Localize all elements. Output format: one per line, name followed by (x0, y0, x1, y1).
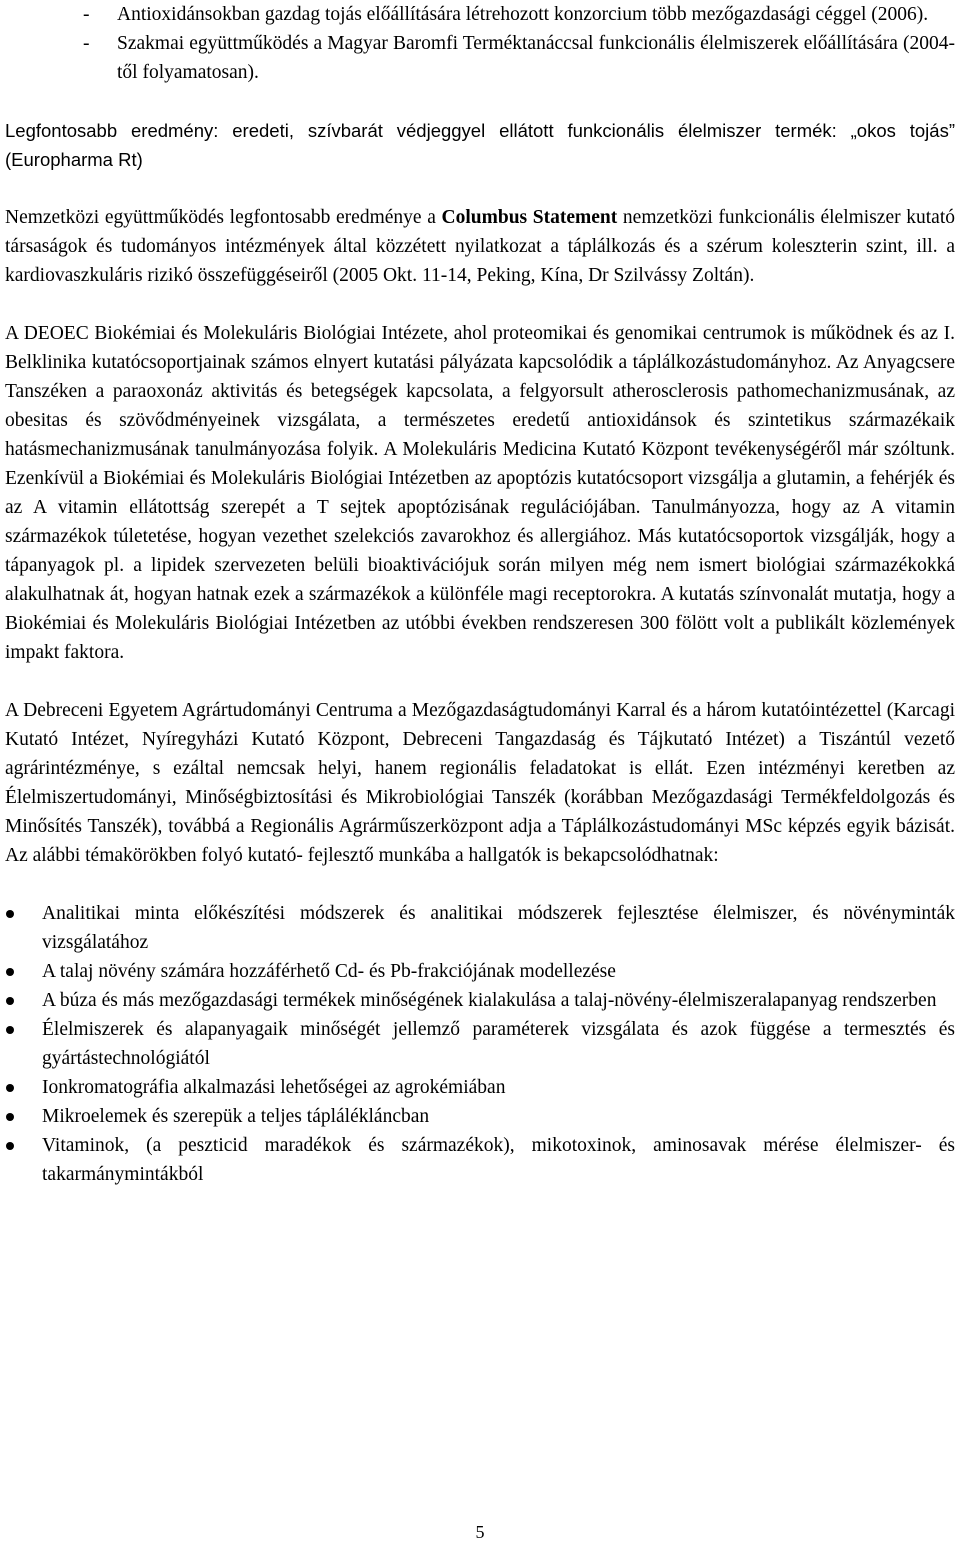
nemzetkozi-text-before: Nemzetközi együttműködés legfontosabb eredménye a (5, 207, 442, 228)
bullet-item (5, 957, 955, 986)
dash-marker: - (83, 33, 90, 54)
debreceni-paragraph: A Debreceni Egyetem Agrártudományi Centruma a Mezőgazdaságtudományi Karral és a három kutatóintézettel (Karcagi Kutató Intézet, Nyíregyházi Kutató Központ, Debreceni Tangazdaság és Tájkutató Intézet) a Tiszántúl vezető agrárintézménye, s ezáltal nemcsak helyi, hanem regionális feladatokat is ellát. Ezen intézményi keretben az Élelmiszertudományi, Minőségbiztosítási és Mikrobiológiai Tanszék (korábban Mezőgazdasági Termékfeldolgozás és Minősítés Tanszék), továbbá a Regionális Agrárműszerközpont adja a Táplálkozástudományi MSc képzés egyik bázisát. Az alábbi témakörökben folyó kutató- fejlesztő munkába a hallgatók is bekapcsolódhatnak: (5, 700, 955, 866)
bullet-text: Analitikai minta előkészítési módszerek és analitikai módszerek fejlesztése élelmiszer, és növényminták vizsgálatához (42, 903, 955, 953)
document-page (5, 0, 955, 1189)
bullet-item (5, 1073, 955, 1102)
list-item-text: Antioxidánsokban gazdag tojás előállítására létrehozott konzorcium több mezőgazdasági céggel (2006). (117, 4, 929, 25)
page-number: 5 (475, 1522, 485, 1542)
bullet-list (5, 899, 955, 1189)
bullet-text: Mikroelemek és szerepük a teljes táplálékláncban (42, 1106, 430, 1127)
bullet-text: Ionkromatográfia alkalmazási lehetőségei az agrokémiában (42, 1077, 506, 1098)
nemzetkozi-text-after: nemzetközi funkcionális élelmiszer kutató társaságok és tudományos intézmények által közzétett nyilatkozat a táplálkozás és a szérum koleszterin szint, ill. a kardiovaszkuláris rizikó összefüggéseiről (2005 Okt. 11-14, Peking, Kína, Dr Szilvássy Zoltán). (5, 207, 955, 286)
dash-marker: - (83, 4, 90, 25)
dash-list (5, 0, 955, 87)
bullet-dot-icon (6, 1084, 14, 1092)
bullet-dot-icon (6, 1113, 14, 1121)
bullet-item (5, 1102, 955, 1131)
bullet-text: A búza és más mezőgazdasági termékek minőségének kialakulása a talaj-növény-élelmiszeralapanyag rendszerben (42, 990, 937, 1011)
bullet-dot-icon (6, 1142, 14, 1150)
list-item (5, 29, 955, 87)
bullet-item (5, 1131, 955, 1189)
bullet-text: Vitaminok, (a peszticid maradékok és származékok), mikotoxinok, aminosavak mérése élelmiszer- és takarmánymintákból (42, 1135, 955, 1185)
deoec-paragraph: A DEOEC Biokémiai és Molekuláris Biológiai Intézete, ahol proteomikai és genomikai centrumok is működnek és az I. Belklinika kutatócsoportjainak számos elnyert kutatási pályázata kapcsolódik a táplálkozástudományhoz. Az Anyagcsere Tanszéken a paraoxonáz aktivitás és betegségek kapcsolata, a felgyorsult atherosclerosis pathomechanizmusának, az obesitas és szövődményeinek vizsgálata, a természetes eredetű antioxidánsok és szintetikus származékaik hatásmechanizmusának tanulmányozása folyik. A Molekuláris Medicina Kutató Központ tevékenységéről már szóltunk. Ezenkívül a Biokémiai és Molekuláris Biológiai Intézetben az apoptózis kutatócsoport vizsgálja a glutamin, a fehérjék és az A vitamin ellátottság szerepét a T sejtek apoptózisának regulációjában. Tanulmányozza, hogy az A vitamin származékok túletetése, hogyan vezethet szelekciós zavarokhoz és allergiához. Más kutatócsoportok vizsgálják, hogy a tápanyagok pl. a lipidek szervezeten belüli bioaktivációjuk során milyen még nem ismert biológiai származékokká alakulhatnak át, hogyan hatnak ezek a származékok a különféle magi receptorokra. A kutatás színvonalát mutatja, hogy a Biokémiai és Molekuláris Biológiai Intézetben az utóbbi években rendszeresen 300 fölött volt a publikált közlemények impakt faktora. (5, 323, 955, 663)
bullet-item (5, 1015, 955, 1073)
legfontosabb-paragraph: Legfontosabb eredmény: eredeti, szívbarát védjeggyel ellátott funkcionális élelmiszer termék: „okos tojás” (Europharma Rt) (5, 120, 955, 170)
bullet-item (5, 899, 955, 957)
columbus-statement: Columbus Statement (441, 207, 618, 228)
nemzetkozi-paragraph (5, 203, 955, 290)
bullet-dot-icon (6, 1026, 14, 1034)
bullet-dot-icon (6, 968, 14, 976)
list-item (5, 0, 955, 29)
bullet-dot-icon (6, 997, 14, 1005)
bullet-item (5, 986, 955, 1015)
bullet-text: A talaj növény számára hozzáférhető Cd- és Pb-frakciójának modellezése (42, 961, 616, 982)
bullet-dot-icon (6, 910, 14, 918)
bullet-text: Élelmiszerek és alapanyagaik minőségét jellemző paraméterek vizsgálata és azok függése a termesztés és gyártástechnológiától (42, 1019, 955, 1069)
list-item-text: Szakmai együttműködés a Magyar Baromfi Terméktanáccsal funkcionális élelmiszerek előállítására (2004-től folyamatosan). (117, 33, 955, 83)
